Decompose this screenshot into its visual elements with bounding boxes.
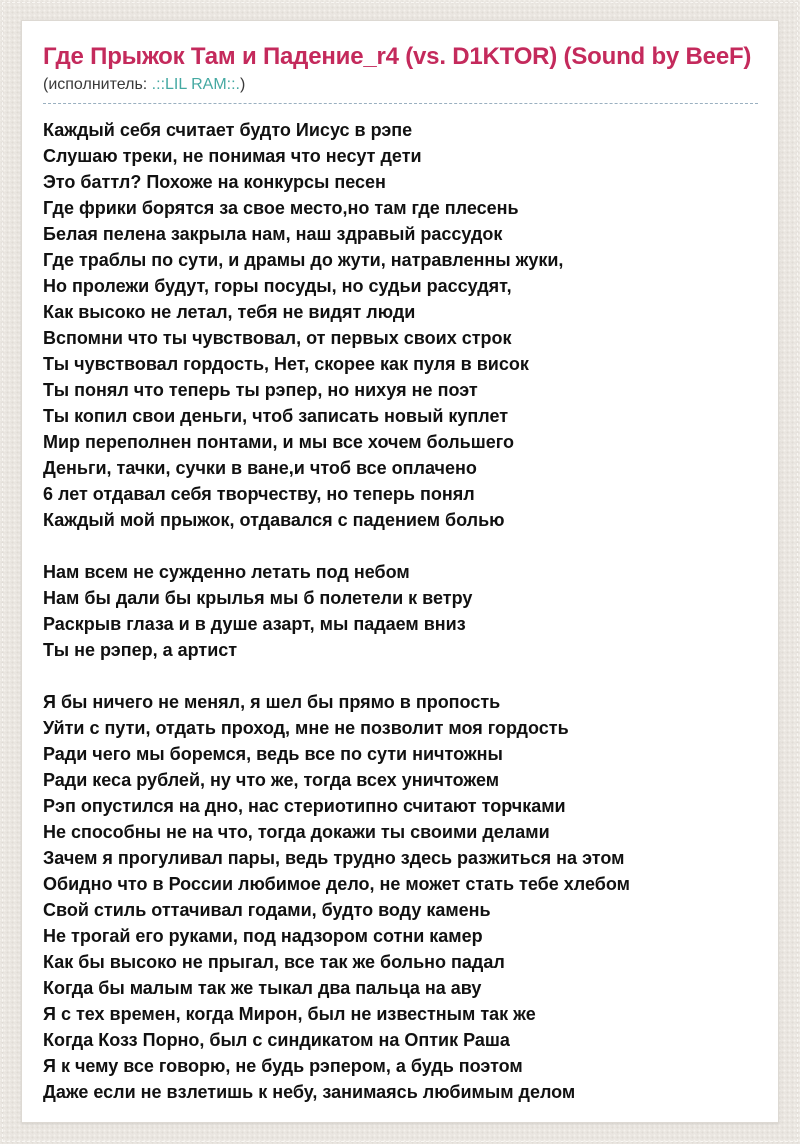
lyric-line: Где траблы по сути, и драмы до жути, натравленны жуки, — [43, 250, 564, 270]
lyrics-block — [43, 117, 758, 1105]
lyric-line: Обидно что в России любимое дело, не может стать тебе хлебом — [43, 874, 630, 894]
lyric-line: Вспомни что ты чувствовал, от первых своих строк — [43, 328, 512, 348]
lyric-line: Ты копил свои деньги, чтоб записать новый куплет — [43, 406, 509, 426]
lyric-line: Я к чему все говорю, не будь рэпером, а будь поэтом — [43, 1056, 523, 1076]
content-card — [21, 20, 779, 1123]
lyric-line: Ради чего мы боремся, ведь все по сути ничтожны — [43, 744, 503, 764]
artist-link[interactable]: .::LIL RAM::. — [151, 76, 240, 93]
lyric-line: Не способны не на что, тогда докажи ты своими делами — [43, 822, 550, 842]
lyric-line: Как бы высоко не прыгал, все так же больно падал — [43, 952, 505, 972]
lyric-line: Нам всем не сужденно летать под небом — [43, 562, 410, 582]
lyric-line: Когда бы малым так же тыкал два пальца на аву — [43, 978, 482, 998]
lyric-blank-line — [43, 663, 758, 689]
lyric-line: Белая пелена закрыла нам, наш здравый рассудок — [43, 224, 503, 244]
lyric-line: Как высоко не летал, тебя не видят люди — [43, 302, 416, 322]
lyric-line: Не трогай его руками, под надзором сотни камер — [43, 926, 483, 946]
lyric-line: Каждый себя считает будто Иисус в рэпе — [43, 120, 413, 140]
lyric-line: Даже если не взлетишь к небу, занимаясь любимым делом — [43, 1082, 576, 1102]
lyric-line: Мир переполнен понтами, и мы все хочем большего — [43, 432, 514, 452]
lyric-line: Зачем я прогуливал пары, ведь трудно здесь разжиться на этом — [43, 848, 625, 868]
lyric-line: 6 лет отдавал себя творчеству, но теперь понял — [43, 484, 475, 504]
page-title: Где Прыжок Там и Падение_r4 (vs. D1KTOR) (Sound by BeeF) — [43, 43, 752, 70]
lyric-line: Когда Козз Порно, был с синдикатом на Оптик Раша — [43, 1030, 510, 1050]
lyric-line: Нам бы дали бы крылья мы б полетели к ветру — [43, 588, 473, 608]
lyric-line: Деньги, тачки, сучки в ване,и чтоб все оплачено — [43, 458, 477, 478]
lyric-line: Слушаю треки, не понимая что несут дети — [43, 146, 422, 166]
lyric-line: Уйти с пути, отдать проход, мне не позволит моя гордость — [43, 718, 569, 738]
artist-label-suffix: ) — [240, 76, 246, 93]
lyric-line: Раскрыв глаза и в душе азарт, мы падаем вниз — [43, 614, 466, 634]
lyric-line: Ты чувствовал гордость, Нет, скорее как пуля в висок — [43, 354, 529, 374]
lyric-line: Я бы ничего не менял, я шел бы прямо в пропость — [43, 692, 501, 712]
lyric-line: Каждый мой прыжок, отдавался с падением болью — [43, 510, 505, 530]
lyric-line: Но пролежи будут, горы посуды, но судьи рассудят, — [43, 276, 512, 296]
lyric-line: Где фрики борятся за свое место,но там где плесень — [43, 198, 519, 218]
artist-line — [43, 75, 758, 104]
lyric-line: Ты понял что теперь ты рэпер, но нихуя не поэт — [43, 380, 478, 400]
lyric-line: Я с тех времен, когда Мирон, был не известным так же — [43, 1004, 536, 1024]
lyric-blank-line — [43, 533, 758, 559]
lyric-line: Ради кеса рублей, ну что же, тогда всех уничтожем — [43, 770, 500, 790]
lyric-line: Это баттл? Похоже на конкурсы песен — [43, 172, 386, 192]
artist-label-prefix: (исполнитель: — [43, 76, 152, 93]
lyric-line: Ты не рэпер, а артист — [43, 640, 238, 660]
lyric-line: Свой стиль оттачивал годами, будто воду камень — [43, 900, 491, 920]
lyric-line: Рэп опустился на дно, нас стериотипно считают торчками — [43, 796, 566, 816]
